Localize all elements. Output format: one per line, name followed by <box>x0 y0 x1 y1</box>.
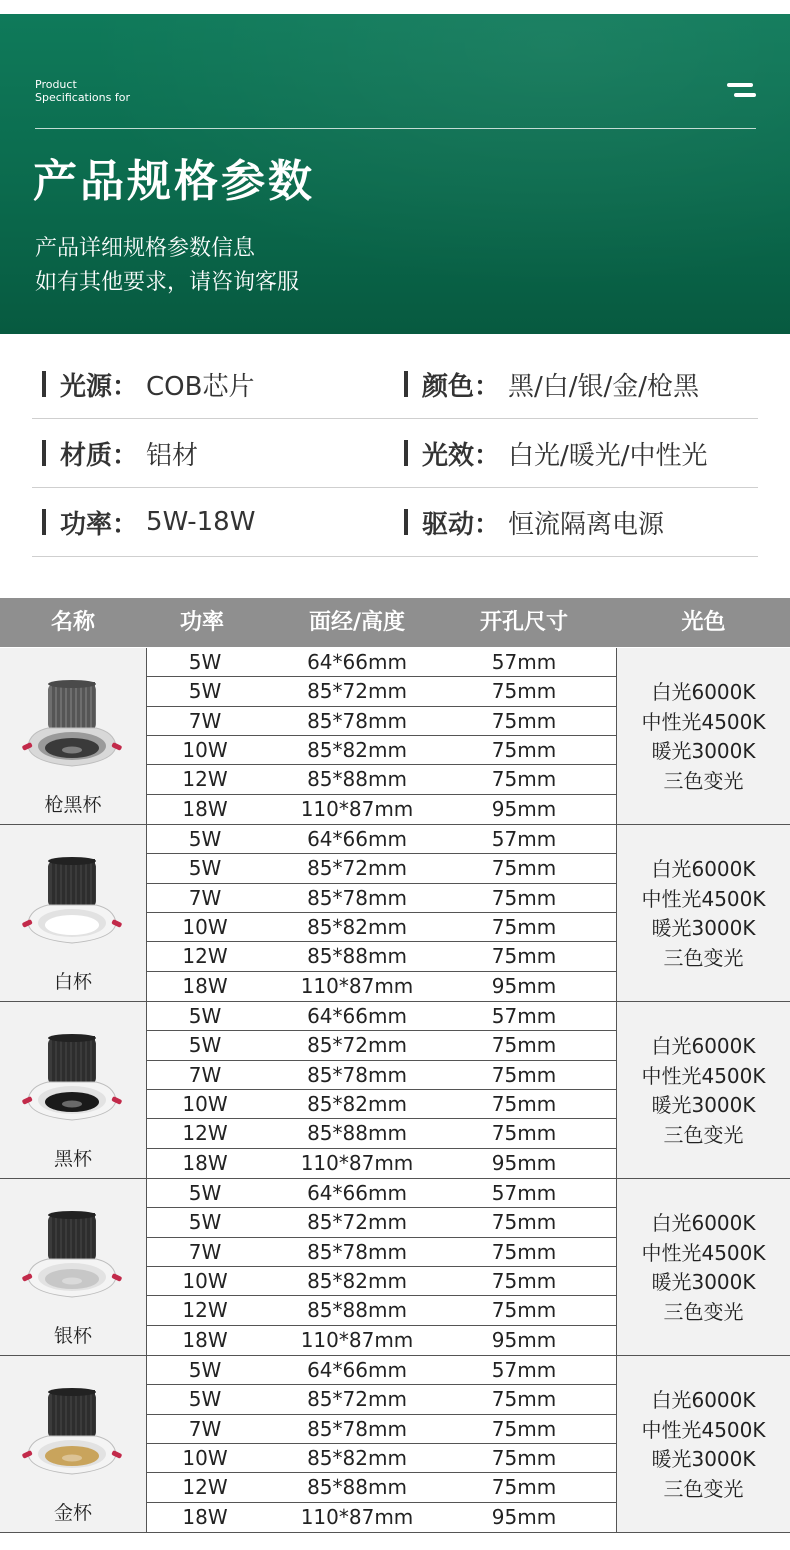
row-divider <box>146 1089 617 1090</box>
power-cell: 18W <box>182 974 228 998</box>
light-color-item: 暖光3000K <box>651 1093 756 1117</box>
size-cell: 85*78mm <box>307 709 407 733</box>
column-divider <box>146 825 147 1002</box>
column-divider <box>616 1179 617 1356</box>
hole-cell: 95mm <box>491 974 557 998</box>
row-divider <box>146 1118 617 1119</box>
hole-cell: 95mm <box>491 1328 557 1352</box>
spec-item-power: 功率 ： 5W-18W <box>42 488 255 556</box>
light-color-item: 三色变光 <box>663 945 744 970</box>
downlight-white-image <box>18 853 126 957</box>
hole-cell: 75mm <box>491 767 557 791</box>
table-header <box>0 598 790 647</box>
hole-cell: 57mm <box>491 827 557 851</box>
power-cell: 12W <box>182 1298 228 1322</box>
header-size: 面经/高度 <box>308 610 406 635</box>
power-cell: 5W <box>188 679 222 703</box>
spec-value: 白光/暖光/中性光 <box>508 440 708 471</box>
light-color-item: 暖光3000K <box>651 1270 756 1294</box>
row-divider <box>146 1207 617 1208</box>
column-divider <box>616 1002 617 1179</box>
size-cell: 64*66mm <box>307 1181 407 1205</box>
hole-cell: 75mm <box>491 738 557 762</box>
power-cell: 10W <box>182 1269 228 1293</box>
light-color-item: 中性光4500K <box>641 886 766 911</box>
power-cell: 5W <box>188 856 222 880</box>
banner-subtitle <box>35 232 299 300</box>
row-divider <box>146 853 617 854</box>
power-cell: 10W <box>182 738 228 762</box>
spec-value: COB芯片 <box>146 371 255 402</box>
size-cell: 85*88mm <box>307 1475 407 1499</box>
hole-cell: 75mm <box>491 944 557 968</box>
light-color-item: 暖光3000K <box>651 1447 756 1471</box>
product-name: 金杯 <box>53 1502 92 1524</box>
hole-cell: 75mm <box>491 1298 557 1322</box>
hole-cell: 75mm <box>491 1417 557 1441</box>
row-divider <box>146 1472 617 1473</box>
product-name: 枪黑杯 <box>44 794 102 816</box>
size-cell: 110*87mm <box>300 1151 414 1175</box>
light-color-list <box>617 855 790 973</box>
size-cell: 85*82mm <box>307 738 407 762</box>
light-color-item: 中性光4500K <box>641 1417 766 1442</box>
size-cell: 85*78mm <box>307 886 407 910</box>
light-color-item: 三色变光 <box>663 768 744 793</box>
group-divider <box>0 1532 790 1533</box>
hole-cell: 75mm <box>491 915 557 939</box>
hole-cell: 57mm <box>491 650 557 674</box>
spec-row <box>32 419 758 488</box>
product-group <box>0 1002 790 1179</box>
power-cell: 12W <box>182 1475 228 1499</box>
hole-cell: 75mm <box>491 1475 557 1499</box>
power-cell: 5W <box>188 1033 222 1057</box>
hole-cell: 75mm <box>491 1033 557 1057</box>
power-cell: 10W <box>182 915 228 939</box>
row-divider <box>146 676 617 677</box>
spec-value: 恒流隔离电源 <box>508 509 665 540</box>
spec-label: 材质 <box>60 440 113 471</box>
size-cell: 85*78mm <box>307 1417 407 1441</box>
product-group <box>0 1356 790 1533</box>
spec-value: 5W-18W <box>146 507 256 537</box>
row-divider <box>146 1237 617 1238</box>
spec-item-light-effect: 光效 ： 白光/暖光/中性光 <box>404 419 708 487</box>
power-cell: 7W <box>188 886 222 910</box>
downlight-gold-image <box>18 1384 126 1488</box>
size-cell: 85*78mm <box>307 1063 407 1087</box>
downlight-gunmetal-image <box>18 676 126 780</box>
power-cell: 5W <box>188 1004 222 1028</box>
product-group <box>0 1179 790 1356</box>
light-color-item: 白光6000K <box>651 1211 756 1235</box>
size-cell: 85*82mm <box>307 1446 407 1470</box>
light-color-item: 暖光3000K <box>651 739 756 763</box>
power-cell: 7W <box>188 1417 222 1441</box>
size-cell: 110*87mm <box>300 974 414 998</box>
size-cell: 85*88mm <box>307 1121 407 1145</box>
banner-title: 产品规格参数 <box>33 156 315 207</box>
size-cell: 85*78mm <box>307 1240 407 1264</box>
spec-item-driver: 驱动 ： 恒流隔离电源 <box>404 488 664 556</box>
spec-row <box>32 350 758 419</box>
hole-cell: 75mm <box>491 1446 557 1470</box>
hole-cell: 75mm <box>491 709 557 733</box>
hole-cell: 95mm <box>491 1505 557 1529</box>
power-cell: 5W <box>188 827 222 851</box>
power-cell: 7W <box>188 709 222 733</box>
light-color-list <box>617 1032 790 1150</box>
banner-subtitle-line-1: 产品详细规格参数信息 <box>35 236 256 261</box>
light-color-item: 中性光4500K <box>641 709 766 734</box>
size-cell: 85*88mm <box>307 1298 407 1322</box>
light-color-item: 中性光4500K <box>641 1240 766 1265</box>
banner-eyebrow: Product Specifications for <box>35 78 130 104</box>
size-cell: 64*66mm <box>307 827 407 851</box>
hole-cell: 75mm <box>491 679 557 703</box>
header-light-color: 光色 <box>681 610 726 635</box>
product-name: 黑杯 <box>53 1148 92 1170</box>
column-divider <box>616 1356 617 1533</box>
power-cell: 12W <box>182 767 228 791</box>
light-color-item: 白光6000K <box>651 1388 756 1412</box>
power-cell: 12W <box>182 944 228 968</box>
product-group <box>0 648 790 825</box>
spec-bullet-bar <box>404 509 408 535</box>
light-color-item: 暖光3000K <box>651 916 756 940</box>
light-color-list <box>617 1209 790 1327</box>
spec-bullet-bar <box>42 440 46 466</box>
power-cell: 18W <box>182 797 228 821</box>
hole-cell: 75mm <box>491 1240 557 1264</box>
power-cell: 18W <box>182 1505 228 1529</box>
light-color-list <box>617 678 790 796</box>
size-cell: 64*66mm <box>307 1004 407 1028</box>
light-color-item: 白光6000K <box>651 1034 756 1058</box>
size-cell: 85*72mm <box>307 1210 407 1234</box>
size-cell: 85*72mm <box>307 679 407 703</box>
product-name: 白杯 <box>53 971 92 993</box>
row-divider <box>146 1266 617 1267</box>
row-divider <box>146 764 617 765</box>
row-divider <box>146 941 617 942</box>
light-color-item: 白光6000K <box>651 680 756 704</box>
size-cell: 85*88mm <box>307 944 407 968</box>
row-divider <box>146 971 617 972</box>
row-divider <box>146 794 617 795</box>
size-cell: 85*72mm <box>307 1387 407 1411</box>
size-cell: 64*66mm <box>307 1358 407 1382</box>
size-cell: 110*87mm <box>300 797 414 821</box>
column-divider <box>616 648 617 825</box>
power-cell: 7W <box>188 1063 222 1087</box>
spec-label: 驱动 <box>422 509 475 540</box>
row-divider <box>146 1502 617 1503</box>
product-name: 银杯 <box>53 1325 92 1347</box>
spec-bullet-bar <box>42 509 46 535</box>
spec-bullet-bar <box>42 371 46 397</box>
banner-subtitle-line-2: 如有其他要求，请咨询客服 <box>35 270 300 295</box>
size-cell: 85*72mm <box>307 1033 407 1057</box>
power-cell: 18W <box>182 1328 228 1352</box>
spec-bullet-bar <box>404 440 408 466</box>
spec-item-color: 颜色 ： 黑/白/银/金/枪黑 <box>404 350 699 418</box>
size-cell: 110*87mm <box>300 1328 414 1352</box>
power-cell: 10W <box>182 1446 228 1470</box>
row-divider <box>146 1414 617 1415</box>
header-name: 名称 <box>50 610 95 635</box>
hole-cell: 75mm <box>491 1121 557 1145</box>
light-color-item: 三色变光 <box>663 1476 744 1501</box>
banner-divider <box>35 128 756 129</box>
header-hole: 开孔尺寸 <box>479 610 568 635</box>
hole-cell: 75mm <box>491 886 557 910</box>
hole-cell: 95mm <box>491 1151 557 1175</box>
light-color-list <box>617 1386 790 1504</box>
downlight-silver-image <box>18 1207 126 1311</box>
row-divider <box>146 1148 617 1149</box>
row-divider <box>146 735 617 736</box>
spec-banner <box>0 14 790 334</box>
spec-row <box>32 488 758 557</box>
size-cell: 64*66mm <box>307 650 407 674</box>
hole-cell: 57mm <box>491 1181 557 1205</box>
size-cell: 85*82mm <box>307 1092 407 1116</box>
hole-cell: 57mm <box>491 1004 557 1028</box>
spec-item-light-source: 光源 ： COB芯片 <box>42 350 255 418</box>
power-cell: 5W <box>188 650 222 674</box>
column-divider <box>146 648 147 825</box>
power-cell: 18W <box>182 1151 228 1175</box>
light-color-item: 中性光4500K <box>641 1063 766 1088</box>
row-divider <box>146 1443 617 1444</box>
size-cell: 110*87mm <box>300 1505 414 1529</box>
size-cell: 85*88mm <box>307 767 407 791</box>
power-cell: 5W <box>188 1210 222 1234</box>
downlight-black-image <box>18 1030 126 1134</box>
row-divider <box>146 1325 617 1326</box>
power-cell: 10W <box>182 1092 228 1116</box>
hole-cell: 75mm <box>491 856 557 880</box>
hole-cell: 95mm <box>491 797 557 821</box>
column-divider <box>146 1356 147 1533</box>
hole-cell: 75mm <box>491 1387 557 1411</box>
spec-item-material: 材质 ： 铝材 <box>42 419 198 487</box>
menu-icon[interactable] <box>724 83 756 103</box>
light-color-item: 三色变光 <box>663 1299 744 1324</box>
power-cell: 5W <box>188 1387 222 1411</box>
size-cell: 85*72mm <box>307 856 407 880</box>
size-cell: 85*82mm <box>307 915 407 939</box>
hole-cell: 75mm <box>491 1269 557 1293</box>
product-group <box>0 825 790 1002</box>
spec-label: 功率 <box>60 509 113 540</box>
row-divider <box>146 883 617 884</box>
light-color-item: 三色变光 <box>663 1122 744 1147</box>
hole-cell: 75mm <box>491 1063 557 1087</box>
column-divider <box>146 1002 147 1179</box>
spec-bullet-bar <box>404 371 408 397</box>
hole-cell: 75mm <box>491 1092 557 1116</box>
spec-value: 铝材 <box>146 440 199 471</box>
spec-label: 颜色 <box>422 371 475 402</box>
header-power: 功率 <box>179 610 224 635</box>
power-cell: 5W <box>188 1358 222 1382</box>
row-divider <box>146 912 617 913</box>
spec-value: 黑/白/银/金/枪黑 <box>508 371 700 402</box>
row-divider <box>146 706 617 707</box>
power-cell: 7W <box>188 1240 222 1264</box>
column-divider <box>146 1179 147 1356</box>
row-divider <box>146 1030 617 1031</box>
hole-cell: 57mm <box>491 1358 557 1382</box>
column-divider <box>616 825 617 1002</box>
power-cell: 12W <box>182 1121 228 1145</box>
hole-cell: 75mm <box>491 1210 557 1234</box>
row-divider <box>146 1295 617 1296</box>
light-color-item: 白光6000K <box>651 857 756 881</box>
row-divider <box>146 1384 617 1385</box>
row-divider <box>146 1060 617 1061</box>
spec-label: 光效 <box>422 440 475 471</box>
spec-label: 光源 <box>60 371 113 402</box>
size-cell: 85*82mm <box>307 1269 407 1293</box>
power-cell: 5W <box>188 1181 222 1205</box>
